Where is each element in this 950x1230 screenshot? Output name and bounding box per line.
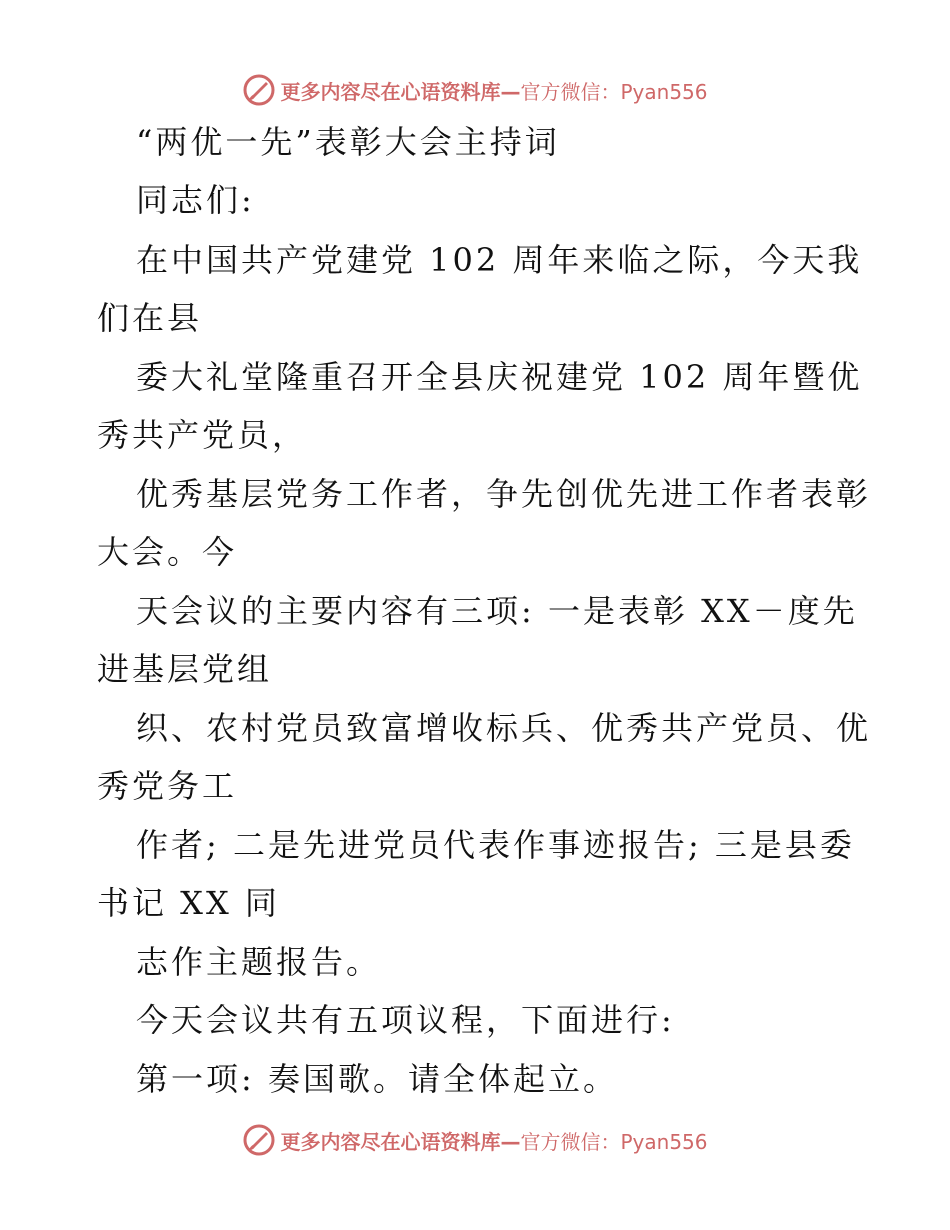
header-banner xyxy=(0,70,950,110)
paragraph-line: 今天会议共有五项议程，下面进行: xyxy=(136,1001,675,1039)
paragraph-line: 秀共产党员， xyxy=(97,416,308,454)
header-banner-text xyxy=(280,76,707,105)
footer-banner-title: 更多内容尽在心语资料库— xyxy=(280,1129,521,1154)
salutation: 同志们: xyxy=(136,181,255,219)
footer-banner-wechat-id: Pyan556 xyxy=(620,1129,708,1154)
footer-banner-wechat-label: 官方微信： xyxy=(520,1129,621,1154)
paragraph-line: 委大礼堂隆重召开全县庆祝建党 102 周年暨优 xyxy=(136,358,863,396)
header-banner-title: 更多内容尽在心语资料库— xyxy=(280,79,521,104)
footer-banner xyxy=(0,1120,950,1160)
paragraph-line: 进基层党组 xyxy=(97,650,273,688)
paragraph-line: 优秀基层党务工作者，争先创优先进工作者表彰 xyxy=(136,475,872,513)
paragraph-line: 在中国共产党建党 102 周年来临之际，今天我 xyxy=(136,241,863,279)
document-title: “两优一先”表彰大会主持词 xyxy=(136,123,560,161)
paragraph-line: 们在县 xyxy=(97,299,203,337)
paragraph-line: 大会。今 xyxy=(97,533,238,571)
paragraph-line: 秀党务工 xyxy=(97,767,238,805)
paragraph-line: 志作主题报告。 xyxy=(136,943,382,981)
paragraph-line: 书记 XX 同 xyxy=(97,884,280,922)
footer-banner-text xyxy=(280,1126,707,1155)
paragraph-line: 作者; 二是先进党员代表作事迹报告; 三是县委 xyxy=(136,826,855,864)
paragraph-line: 第一项: 奏国歌。请全体起立。 xyxy=(136,1060,618,1098)
paragraph-line: 织、农村党员致富增收标兵、优秀共产党员、优 xyxy=(136,709,872,747)
header-banner-wechat-id: Pyan556 xyxy=(620,79,708,104)
header-banner-wechat-label: 官方微信： xyxy=(520,79,621,104)
paragraph-line: 天会议的主要内容有三项: 一是表彰 XX－度先 xyxy=(136,592,858,630)
quill-logo-icon xyxy=(242,73,276,107)
quill-logo-icon xyxy=(242,1123,276,1157)
